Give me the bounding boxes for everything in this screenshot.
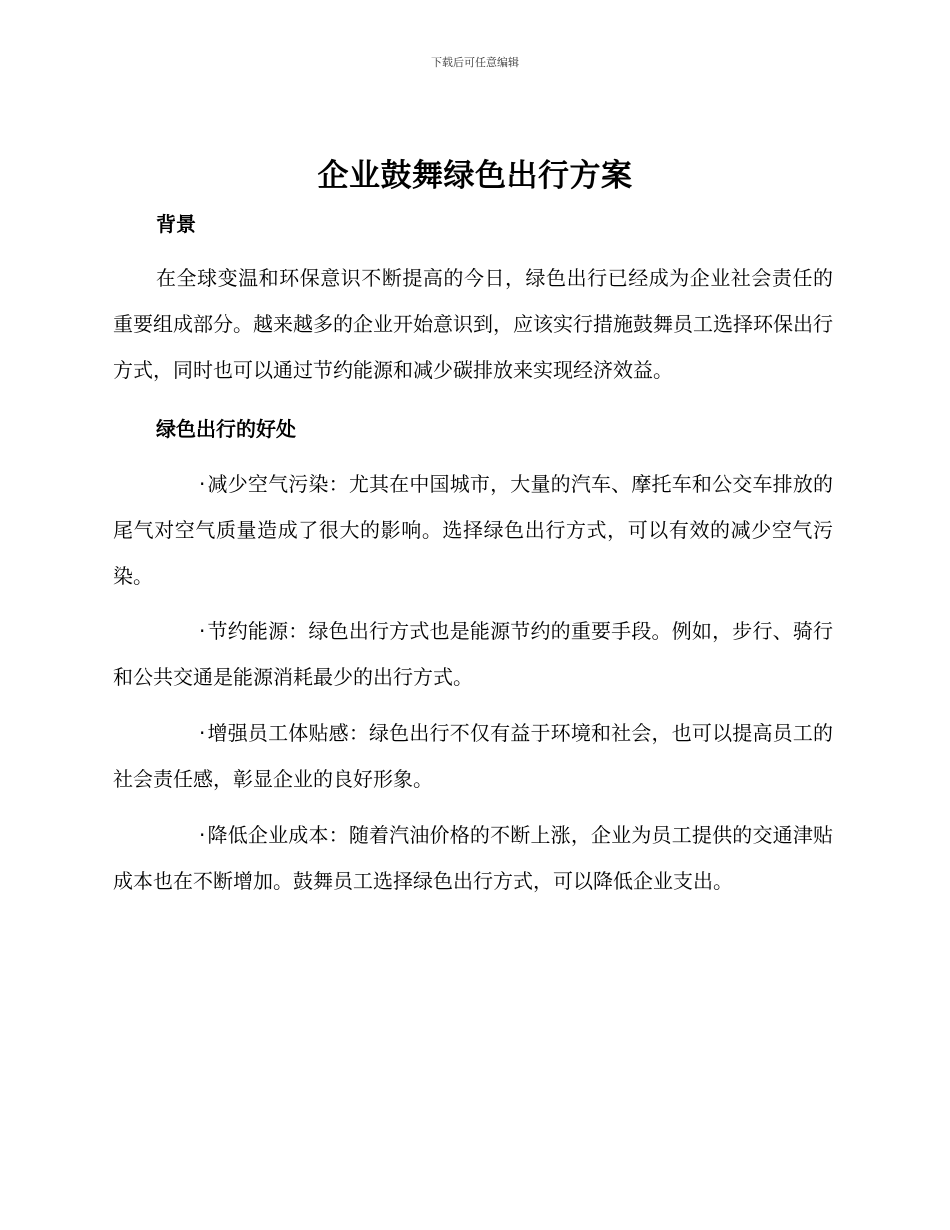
section-heading-benefits: 绿色出行的好处	[156, 417, 296, 441]
section-heading-background: 背景	[156, 212, 196, 236]
bullet-text: 节约能源：绿色出行方式也是能源节约的重要手段。例如，步行、骑行和公共交通是能源消耗最少的出行方式。	[113, 619, 833, 689]
bullet-text: 降低企业成本：随着汽油价格的不断上涨，企业为员工提供的交通津贴成本也在不断增加。鼓舞员工选择绿色出行方式，可以降低企业支出。	[113, 823, 833, 893]
header-note: 下载后可任意编辑	[431, 56, 519, 69]
benefit-bullet-3	[113, 710, 833, 802]
benefit-bullet-2	[113, 608, 833, 700]
benefit-bullet-4	[113, 812, 833, 904]
background-paragraph: 在全球变温和环保意识不断提高的今日，绿色出行已经成为企业社会责任的重要组成部分。越来越多的企业开始意识到，应该实行措施鼓舞员工选择环保出行方式，同时也可以通过节约能源和减少碳排放来实现经济效益。	[113, 266, 833, 382]
benefit-bullet-1	[113, 461, 833, 599]
bullet-dot: ·	[199, 823, 206, 847]
bullet-dot: ·	[199, 472, 206, 496]
bullet-dot: ·	[199, 619, 206, 643]
bullet-text: 增强员工体贴感：绿色出行不仅有益于环境和社会，也可以提高员工的社会责任感，彰显企业的良好形象。	[113, 721, 833, 791]
bullet-dot: ·	[199, 721, 206, 745]
bullet-text: 减少空气污染：尤其在中国城市，大量的汽车、摩托车和公交车排放的尾气对空气质量造成了很大的影响。选择绿色出行方式，可以有效的减少空气污染。	[113, 472, 833, 588]
document-title: 企业鼓舞绿色出行方案	[317, 158, 633, 194]
